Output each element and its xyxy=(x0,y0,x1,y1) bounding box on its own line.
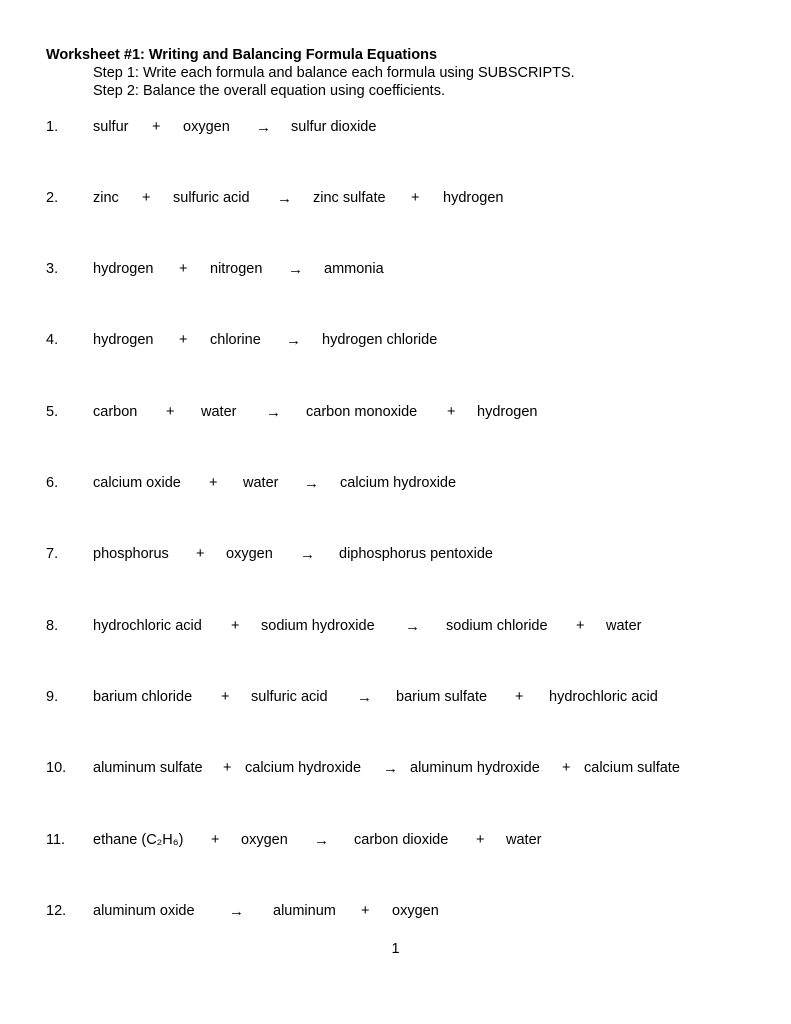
reactant: water xyxy=(201,404,237,420)
plus-sign: + xyxy=(231,618,240,634)
plus-sign: + xyxy=(223,760,232,776)
equation-row-4 xyxy=(0,332,791,352)
plus-sign: + xyxy=(179,332,188,348)
reactant: hydrochloric acid xyxy=(93,618,202,634)
problem-number: 3. xyxy=(46,261,59,277)
product: sulfur dioxide xyxy=(291,119,377,135)
problem-number: 4. xyxy=(46,332,59,348)
reactant: aluminum oxide xyxy=(93,903,195,919)
reactant: aluminum sulfate xyxy=(93,760,203,776)
product: water xyxy=(506,832,542,848)
product: calcium hydroxide xyxy=(340,475,457,491)
reactant: carbon xyxy=(93,404,138,420)
equation-row-5 xyxy=(0,404,791,424)
product: diphosphorus pentoxide xyxy=(339,546,493,562)
reactant: sulfuric acid xyxy=(173,190,250,206)
reactant: hydrogen xyxy=(93,332,154,348)
reaction-arrow-icon: → xyxy=(256,119,271,136)
plus-sign: + xyxy=(221,689,230,705)
reactant: hydrogen xyxy=(93,261,154,277)
problem-number: 11. xyxy=(46,832,66,848)
product: calcium sulfate xyxy=(584,760,680,776)
problem-number: 2. xyxy=(46,190,59,206)
reactant: water xyxy=(243,475,279,491)
product: hydrochloric acid xyxy=(549,689,658,705)
equation-row-3 xyxy=(0,261,791,281)
product: aluminum hydroxide xyxy=(410,760,540,776)
page-number: 1 xyxy=(391,941,400,957)
problem-number: 8. xyxy=(46,618,59,634)
plus-sign: + xyxy=(152,119,161,135)
problem-number: 12. xyxy=(46,903,67,919)
reactant: phosphorus xyxy=(93,546,169,562)
step-1-instruction: Step 1: Write each formula and balance each formula using SUBSCRIPTS. xyxy=(93,65,575,81)
equation-row-1 xyxy=(0,119,791,139)
plus-sign: + xyxy=(209,475,218,491)
product: hydrogen chloride xyxy=(322,332,438,348)
equation-row-8 xyxy=(0,618,791,638)
reactant: ethane (C₂H₆) xyxy=(93,832,184,848)
equation-row-6 xyxy=(0,475,791,495)
reactant: zinc xyxy=(93,190,119,206)
plus-sign: + xyxy=(179,261,188,277)
equation-row-11 xyxy=(0,832,791,852)
product: carbon dioxide xyxy=(354,832,449,848)
plus-sign: + xyxy=(411,190,420,206)
reactant: oxygen xyxy=(183,119,230,135)
plus-sign: + xyxy=(447,404,456,420)
reaction-arrow-icon: → xyxy=(277,190,292,207)
plus-sign: + xyxy=(476,832,485,848)
reactant: sulfur xyxy=(93,119,129,135)
reaction-arrow-icon: → xyxy=(383,760,398,777)
reactant: calcium hydroxide xyxy=(245,760,362,776)
reactant: calcium oxide xyxy=(93,475,181,491)
product: carbon monoxide xyxy=(306,404,418,420)
reactant: nitrogen xyxy=(210,261,263,277)
reactant: oxygen xyxy=(226,546,273,562)
product: barium sulfate xyxy=(396,689,488,705)
product: zinc sulfate xyxy=(313,190,386,206)
problem-number: 6. xyxy=(46,475,59,491)
problem-number: 1. xyxy=(46,119,59,135)
product: oxygen xyxy=(392,903,439,919)
reaction-arrow-icon: → xyxy=(229,903,244,920)
reaction-arrow-icon: → xyxy=(357,689,372,706)
product: hydrogen xyxy=(443,190,504,206)
equation-row-7 xyxy=(0,546,791,566)
reactant: chlorine xyxy=(210,332,261,348)
problem-number: 5. xyxy=(46,404,59,420)
reaction-arrow-icon: → xyxy=(405,618,420,635)
plus-sign: + xyxy=(211,832,220,848)
equation-row-9 xyxy=(0,689,791,709)
product: hydrogen xyxy=(477,404,538,420)
product: aluminum xyxy=(273,903,336,919)
equation-row-12 xyxy=(0,903,791,923)
worksheet-title: Worksheet #1: Writing and Balancing Formula Equations xyxy=(46,47,438,63)
plus-sign: + xyxy=(515,689,524,705)
plus-sign: + xyxy=(361,903,370,919)
plus-sign: + xyxy=(166,404,175,420)
reactant: oxygen xyxy=(241,832,288,848)
product: ammonia xyxy=(324,261,384,277)
product: sodium chloride xyxy=(446,618,548,634)
plus-sign: + xyxy=(576,618,585,634)
reaction-arrow-icon: → xyxy=(304,475,319,492)
plus-sign: + xyxy=(142,190,151,206)
problem-number: 9. xyxy=(46,689,59,705)
reactant: sulfuric acid xyxy=(251,689,328,705)
reaction-arrow-icon: → xyxy=(286,332,301,349)
equation-row-10 xyxy=(0,760,791,780)
problem-number: 7. xyxy=(46,546,59,562)
product: water xyxy=(606,618,642,634)
reaction-arrow-icon: → xyxy=(300,546,315,563)
reactant: barium chloride xyxy=(93,689,193,705)
page-footer xyxy=(0,941,791,957)
reaction-arrow-icon: → xyxy=(288,261,303,278)
plus-sign: + xyxy=(196,546,205,562)
reactant: sodium hydroxide xyxy=(261,618,375,634)
step-2-instruction: Step 2: Balance the overall equation using coefficients. xyxy=(93,83,445,99)
reaction-arrow-icon: → xyxy=(314,832,329,849)
equation-row-2 xyxy=(0,190,791,210)
plus-sign: + xyxy=(562,760,571,776)
reaction-arrow-icon: → xyxy=(266,404,281,421)
problem-number: 10. xyxy=(46,760,67,776)
